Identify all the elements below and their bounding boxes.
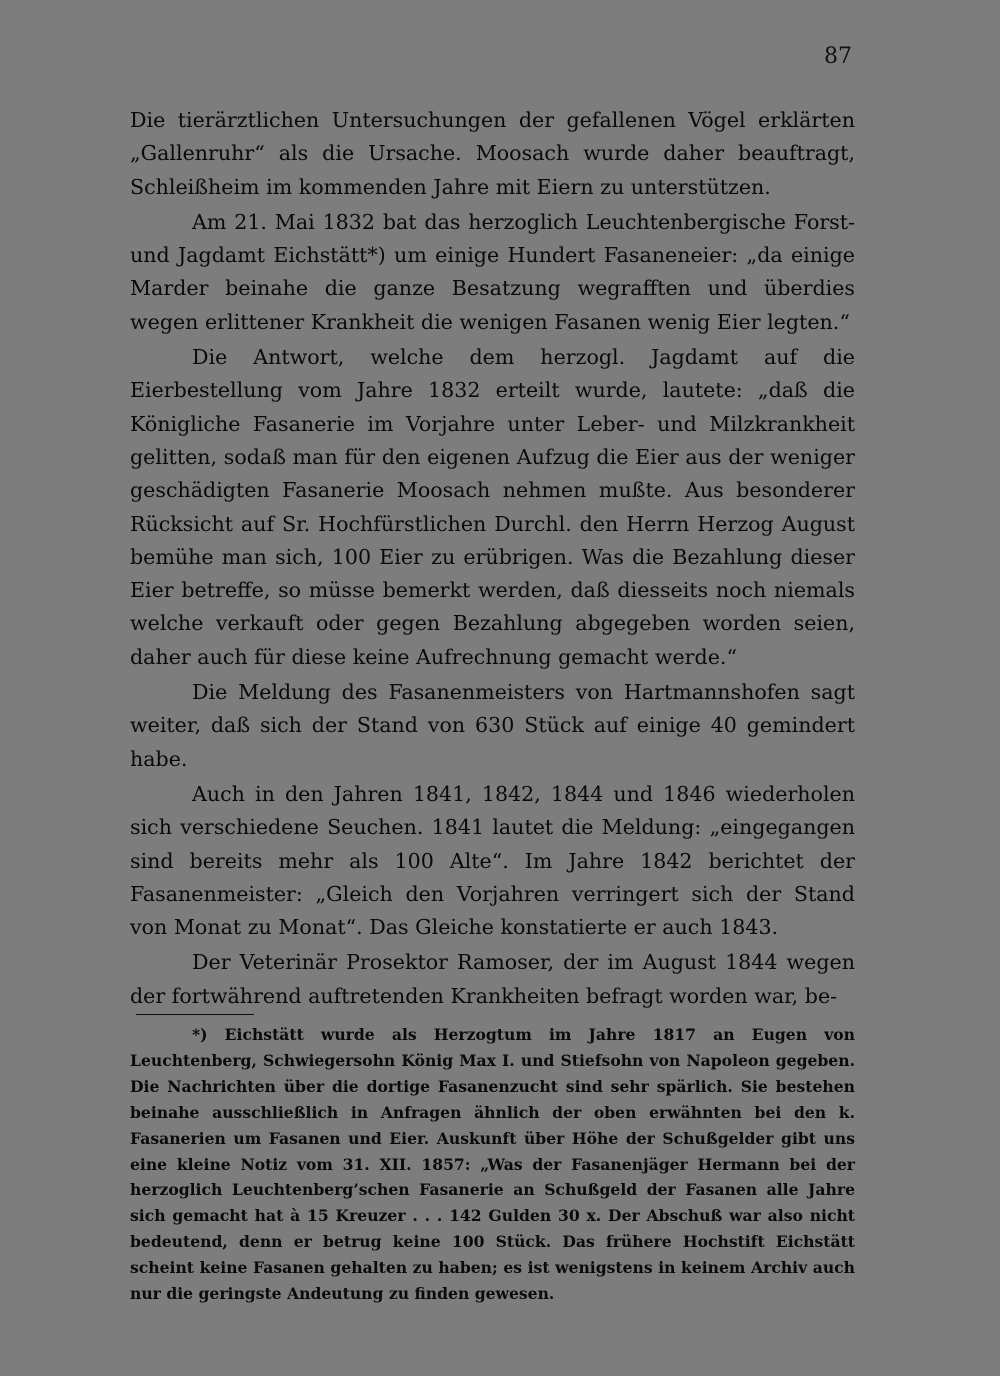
paragraph-1: Die tierärztlichen Untersuchungen der gefallenen Vögel erklärten „Gallenruhr“ als die Ursache. Moosach wurde daher beauftragt, Schleißheim im kommenden Jahre mit Eiern zu unterstützen. bbox=[130, 108, 855, 199]
page-number: 87 bbox=[824, 44, 852, 69]
paragraph-5: Auch in den Jahren 1841, 1842, 1844 und 1846 wiederholen sich verschiedene Seuchen. 1841 lautet die Meldung: „eingegangen sind bereits mehr als 100 Alte“. Im Jahre 1842 berichtet der Fasanenmeister: „Gleich den Vorjahren verringert sich der Stand von Monat zu Monat“. Das Gleiche konstatierte er auch 1843. bbox=[130, 781, 855, 940]
paragraph-6: Der Veterinär Prosektor Ramoser, der im August 1844 wegen der fortwährend auftretenden Krankheiten befragt worden war, be- bbox=[130, 950, 855, 1008]
main-text bbox=[130, 104, 855, 1013]
paragraph-4: Die Meldung des Fasanenmeisters von Hartmannshofen sagt weiter, daß sich der Stand von 630 Stück auf einige 40 gemindert habe. bbox=[130, 680, 855, 771]
footnote: *) Eichstätt wurde als Herzogtum im Jahre 1817 an Eugen von Leuchtenberg, Schwiegersohn König Max I. und Stiefsohn von Napoleon gegeben. Die Nachrichten über die dortige Fasanenzucht sind sehr spärlich. Sie bestehen beinahe ausschließlich in Anfragen ähnlich der oben erwähnten bei den k. Fasanerien um Fasanen und Eier. Auskunft über Höhe der Schußgelder gibt uns eine kleine Notiz vom 31. XII. 1857: „Was der Fasanenjäger Hermann bei der herzoglich Leuchtenberg’schen Fasanerie an Schußgeld der Fasanen alle Jahre sich gemacht hat à 15 Kreuzer . . . 142 Gulden 30 x. Der Abschuß war also nicht bedeutend, denn er betrug keine 100 Stück. Das frühere Hochstift Eichstätt scheint keine Fasanen gehalten zu haben; es ist wenigstens in keinem Archiv auch nur die geringste Andeutung zu finden gewesen. bbox=[130, 1025, 855, 1304]
paragraph-2: Am 21. Mai 1832 bat das herzoglich Leuchtenbergische Forst- und Jagdamt Eichstätt*) um einige Hundert Fasaneneier: „da einige Marder beinahe die ganze Besatzung wegrafften und überdies wegen erlittener Krankheit die wenigen Fasanen wenig Eier legten.“ bbox=[130, 209, 855, 334]
footnote-separator bbox=[136, 1014, 254, 1015]
paragraph-3: Die Antwort, welche dem herzogl. Jagdamt auf die Eierbestellung vom Jahre 1832 erteilt wurde, lautete: „daß die Königliche Fasanerie im Vorjahre unter Leber- und Milzkrankheit gelitten, sodaß man für den eigenen Aufzug die Eier aus der weniger geschädigten Fasanerie Moosach nehmen mußte. Aus besonderer Rücksicht auf Sr. Hochfürstlichen Durchl. den Herrn Herzog August bemühe man sich, 100 Eier zu erübrigen. Was die Bezahlung dieser Eier betreffe, so müsse bemerkt werden, daß diesseits noch niemals welche verkauft oder gegen Bezahlung abgegeben worden seien, daher auch für diese keine Aufrechnung gemacht werde.“ bbox=[130, 345, 855, 669]
